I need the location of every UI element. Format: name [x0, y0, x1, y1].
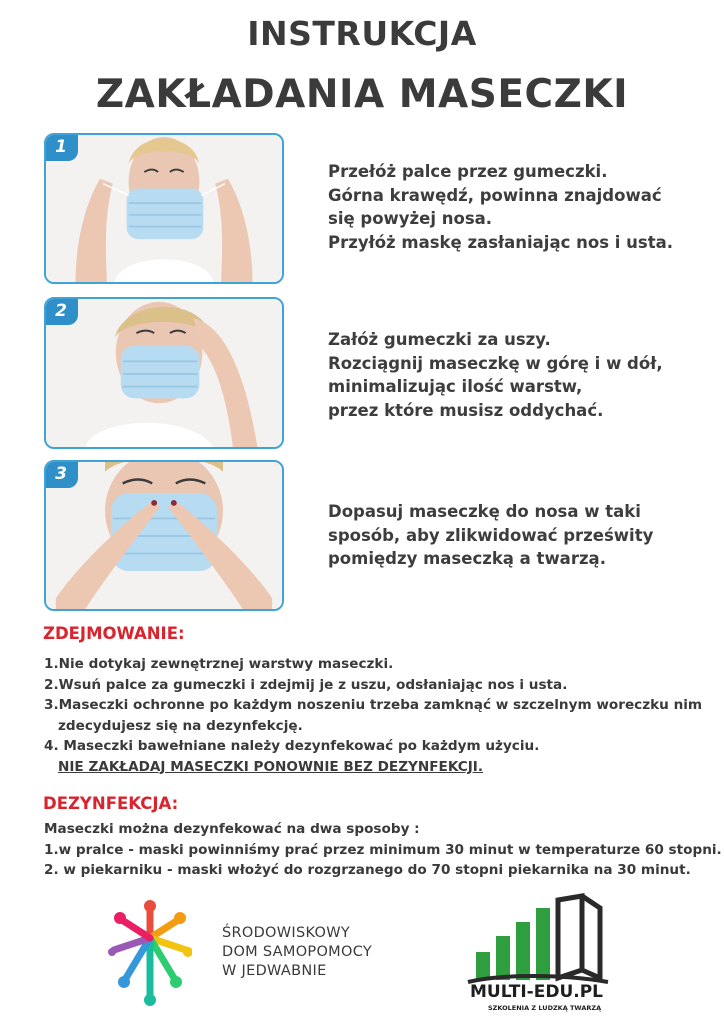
sdsd-name: ŚRODOWISKOWY DOM SAMOPOMOCY W JEDWABNIE — [222, 925, 373, 979]
sdsd-logo-icon — [108, 898, 192, 1008]
step-1-image — [44, 133, 284, 284]
step-2-badge: 2 — [44, 297, 78, 325]
removal-list — [44, 654, 714, 777]
list-item: zdecydujesz się na dezynfekcję. — [58, 717, 303, 734]
list-item: 4. Maseczki bawełniane należy dezynfekować po każdym użyciu. — [44, 738, 540, 754]
disinfection-list — [44, 819, 722, 881]
step-1-badge: 1 — [44, 133, 78, 161]
step-3-text: Dopasuj maseczkę do nosa w taki sposób, aby zlikwidować prześwity pomiędzy maseczką a twarzą. — [328, 502, 654, 568]
removal-heading: ZDEJMOWANIE: — [43, 624, 185, 643]
list-item: 1.w pralce - maski powinniśmy prać przez minimum 30 minut w temperaturze 60 stopni. — [44, 841, 722, 858]
list-item: 1.Nie dotykaj zewnętrznej warstwy maseczki. — [44, 656, 394, 672]
step-3-image — [44, 460, 284, 611]
woman-mask-illustration-3 — [46, 462, 282, 609]
disinfection-intro: Maseczki można dezynfekować na dwa sposoby : — [44, 821, 420, 837]
step-3-badge: 3 — [44, 460, 78, 488]
list-item: 2. w piekarniku - maski włożyć do rozgrzanego do 70 stopni piekarnika na 30 minut. — [44, 862, 691, 878]
disinfection-heading: DEZYNFEKCJA: — [43, 794, 179, 813]
woman-mask-illustration-1 — [46, 135, 282, 282]
page-title-line2: ZAKŁADANIA MASECZKI — [95, 72, 629, 117]
step-2-image — [44, 297, 284, 449]
list-item: 2.Wsuń palce za gumeczki i zdejmij je z uszu, odsłaniając nos i usta. — [44, 676, 568, 693]
list-item: 3.Maseczki ochronne po każdym noszeniu trzeba zamknąć w szczelnym woreczku nim — [44, 697, 703, 713]
step-1-text: Przełóż palce przez gumeczki. Górna krawędź, powinna znajdować się powyżej nosa. Przyłóż maskę zasłaniając nos i usta. — [328, 162, 674, 252]
multi-edu-logo-icon — [462, 892, 612, 988]
page-title-line1: INSTRUKCJA — [247, 14, 477, 53]
removal-warning: NIE ZAKŁADAJ MASECZKI PONOWNIE BEZ DEZYNFEKCJI. — [58, 758, 484, 775]
multi-edu-name: MULTI-EDU.PL — [470, 982, 603, 1002]
woman-mask-illustration-2 — [46, 299, 282, 447]
multi-edu-tagline: SZKOLENIA Z LUDZKĄ TWARZĄ — [488, 1004, 602, 1012]
step-2-text: Załóż gumeczki za uszy. Rozciągnij maseczkę w górę i w dół, minimalizując ilość warstw, przez które musisz oddychać. — [328, 330, 663, 420]
